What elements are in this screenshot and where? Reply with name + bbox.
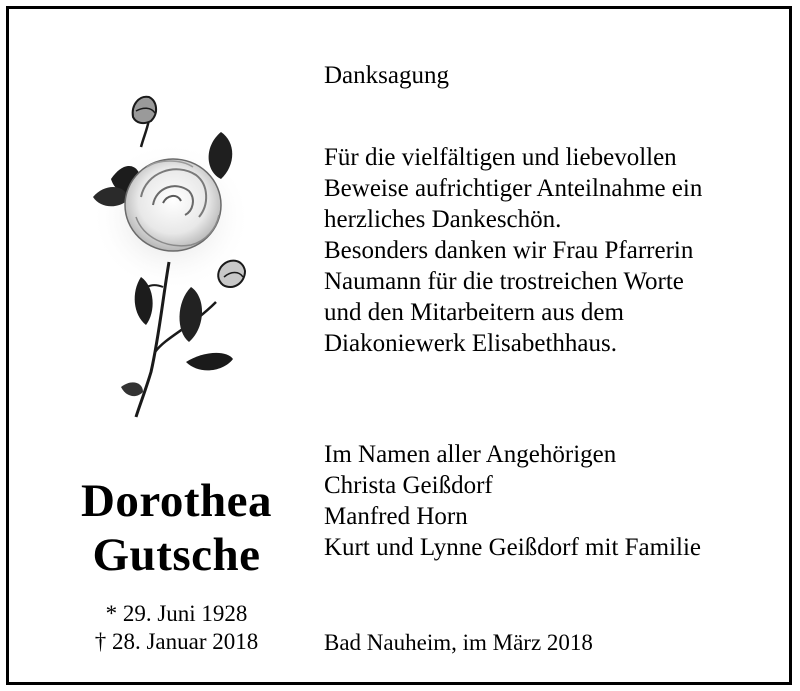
deceased-first-name: Dorothea bbox=[80, 475, 273, 527]
thanks-line: Naumann für die trostreichen Worte bbox=[324, 268, 684, 295]
birth-date: * 29. Juni 1928 bbox=[105, 601, 248, 626]
thanks-paragraph bbox=[324, 142, 702, 359]
signer-line: Christa Geißdorf bbox=[324, 472, 493, 499]
thanks-line: herzliches Dankeschön. bbox=[324, 206, 562, 233]
deceased-last-name: Gutsche bbox=[92, 529, 261, 581]
signer-line: Kurt und Lynne Geißdorf mit Familie bbox=[324, 534, 702, 561]
signer-line: Im Namen aller Angehörigen bbox=[324, 441, 617, 468]
thanks-line: Beweise aufrichtiger Anteilnahme ein bbox=[324, 175, 703, 202]
thanks-line: Diakoniewerk Elisabethhaus. bbox=[324, 330, 617, 357]
signers-block bbox=[324, 439, 701, 563]
notice-frame bbox=[6, 6, 792, 685]
signer-line: Manfred Horn bbox=[324, 503, 468, 530]
notice-heading: Danksagung bbox=[324, 62, 449, 89]
thanks-line: Für die vielfältigen und liebevollen bbox=[324, 144, 677, 171]
rose-illustration-icon bbox=[81, 87, 261, 422]
death-date: † 28. Januar 2018 bbox=[94, 629, 259, 654]
thanks-line: und den Mitarbeitern aus dem bbox=[324, 299, 624, 326]
thanks-line: Besonders danken wir Frau Pfarrerin bbox=[324, 237, 694, 264]
place-and-date: Bad Nauheim, im März 2018 bbox=[324, 630, 593, 655]
